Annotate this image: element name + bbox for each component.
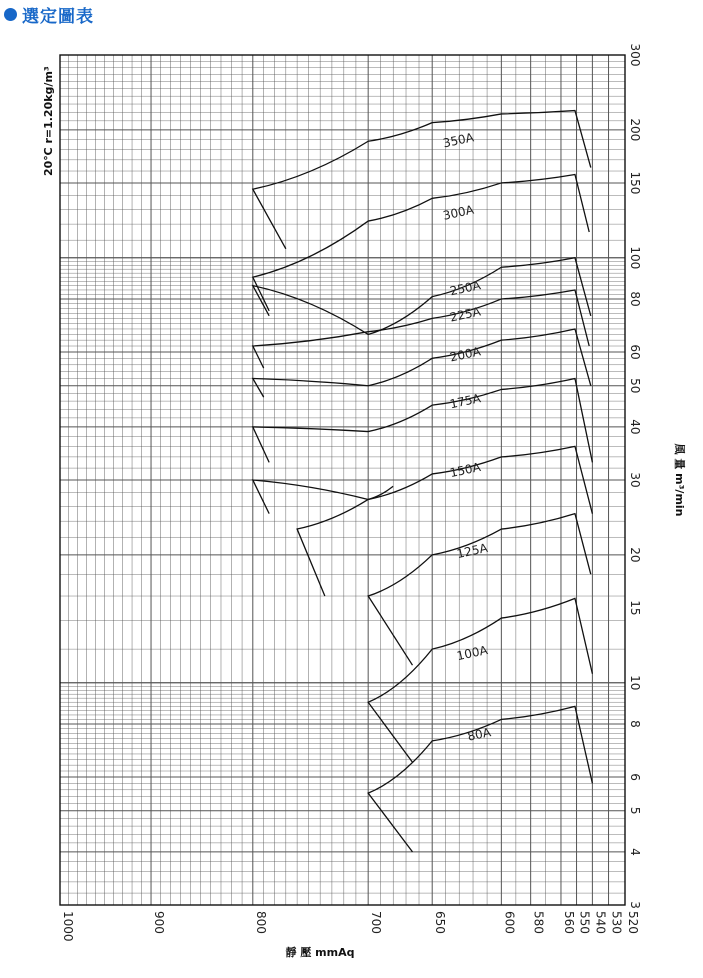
y-tick-label: 4	[628, 848, 642, 856]
y-tick-label: 50	[628, 378, 642, 394]
grid	[60, 55, 625, 905]
curve-label: 150A	[448, 459, 482, 481]
y-tick-label: 100	[628, 246, 642, 270]
y-tick-label: 200	[628, 118, 642, 142]
x-tick-label: 1000	[61, 911, 75, 942]
curve-label: 250A	[448, 278, 482, 299]
curve-label: 125A	[455, 540, 489, 562]
x-tick-label: 600	[502, 911, 517, 934]
x-tick-label: 700	[369, 911, 384, 934]
y-tick-label: 40	[628, 419, 642, 435]
y-tick-label: 10	[628, 675, 642, 691]
y-tick-label: 80	[628, 291, 642, 307]
x-tick-label: 520	[626, 911, 640, 934]
y-tick-label: 60	[628, 344, 642, 360]
y-tick-label: 8	[628, 720, 642, 728]
y-axis-title: 風 量 m³/min	[673, 443, 686, 517]
curve-label: 100A	[455, 642, 489, 664]
curves	[253, 111, 593, 852]
x-tick-label: 580	[531, 911, 546, 934]
curve-label: 350A	[441, 130, 476, 151]
curve-label: 300A	[441, 202, 476, 223]
x-tick-label: 550	[577, 911, 592, 934]
curve-125A	[368, 514, 591, 666]
y-tick-label: 5	[628, 806, 642, 815]
y-tick-label: 6	[628, 773, 642, 781]
y-tick-label: 15	[628, 600, 642, 616]
x-tick-label: 650	[433, 911, 448, 934]
curve-upper125	[297, 486, 393, 596]
curve-label: 175A	[448, 391, 482, 412]
curve-300A	[253, 175, 589, 311]
page-title: 選定圖表	[22, 6, 94, 27]
y-tick-label: 150	[628, 171, 642, 195]
x-tick-label: 540	[593, 911, 608, 934]
y-tick-label: 20	[628, 547, 642, 563]
condition-label: 20℃ r=1.20kg/m³	[42, 66, 55, 176]
x-tick-label: 800	[253, 911, 268, 934]
y-tick-label: 3	[628, 901, 642, 909]
curve-200A	[253, 329, 591, 397]
x-tick-label: 530	[609, 911, 624, 934]
y-tick-label: 300	[628, 43, 642, 67]
curve-label: 80A	[466, 725, 493, 744]
x-axis-title: 靜 壓 mmAq	[285, 946, 355, 959]
x-tick-label: 560	[561, 911, 576, 934]
curve-label: 225A	[448, 304, 482, 325]
y-tick-label: 30	[628, 472, 642, 488]
curve-175A	[253, 378, 593, 462]
x-tick-label: 900	[152, 911, 167, 934]
curve-label: 200A	[448, 344, 482, 365]
